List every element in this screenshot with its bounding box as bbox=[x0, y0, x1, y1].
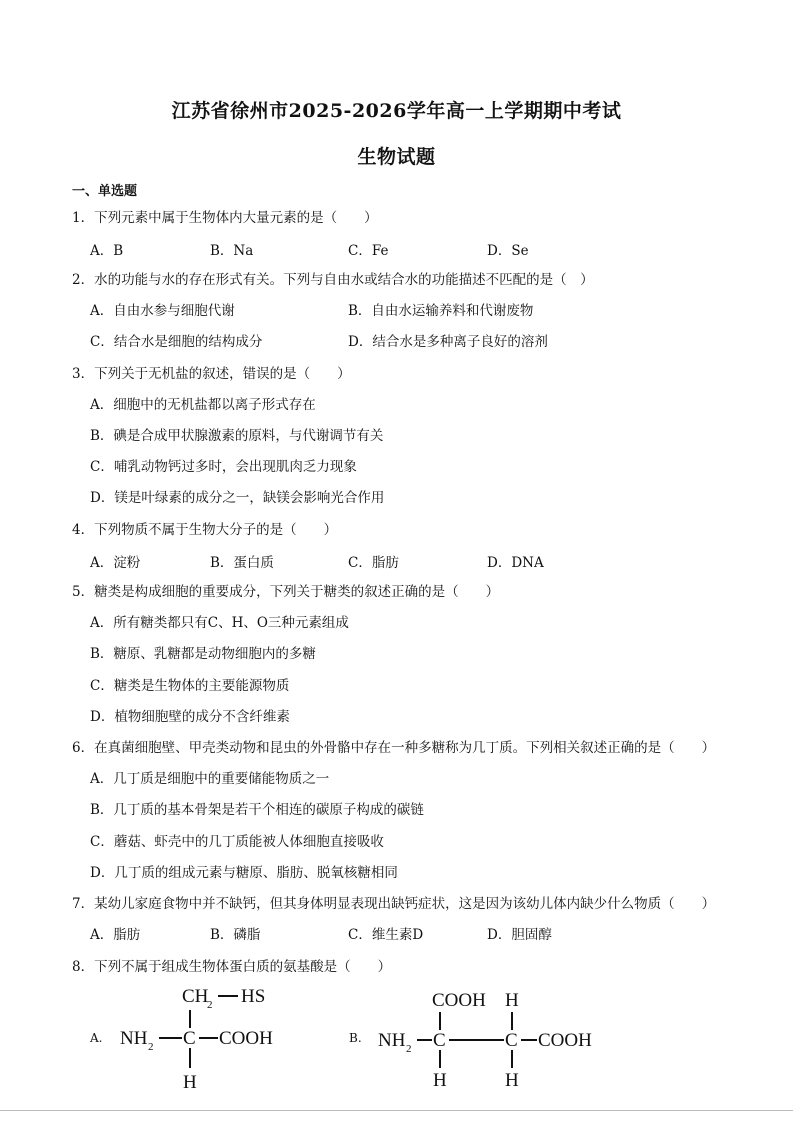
q1-option-c: C．Fe bbox=[348, 243, 389, 259]
q2-option-c: C．结合水是细胞的结构成分 bbox=[90, 334, 263, 350]
q7-option-b: B．磷脂 bbox=[210, 927, 261, 943]
question-6: 6．在真菌细胞壁、甲壳类动物和昆虫的外骨骼中存在一种多糖称为几丁质。下列相关叙述正确的是（ ） bbox=[72, 740, 716, 756]
q4-option-a: A．淀粉 bbox=[90, 555, 141, 571]
q4-option-d: D．DNA bbox=[487, 555, 544, 571]
q8-option-a: A. bbox=[90, 1031, 103, 1045]
struct-b-h-bottom2: H bbox=[505, 1070, 519, 1091]
section-heading: 一、单选题 bbox=[72, 184, 138, 199]
q6-option-d: D．几丁质的组成元素与糖原、脂肪、脱氧核糖相同 bbox=[90, 865, 398, 881]
q7-option-d: D．胆固醇 bbox=[487, 927, 552, 943]
question-8: 8．下列不属于组成生物体蛋白质的氨基酸是（ ） bbox=[72, 959, 392, 975]
q1-option-a: A．B bbox=[90, 243, 124, 259]
exam-title: 江苏省徐州市2025-2026学年高一上学期期中考试 bbox=[171, 100, 622, 122]
struct-a-cooh: COOH bbox=[219, 1028, 273, 1049]
question-5: 5．糖类是构成细胞的重要成分，下列关于糖类的叙述正确的是（ ） bbox=[72, 584, 500, 600]
struct-b-h-top: H bbox=[505, 990, 519, 1011]
q2-option-d: D．结合水是多种离子良好的溶剂 bbox=[348, 334, 548, 350]
q5-option-a: A．所有糖类都只有C、H、O三种元素组成 bbox=[90, 615, 349, 631]
struct-b-nh: NH bbox=[378, 1030, 406, 1051]
struct-b-nh-sub: 2 bbox=[406, 1043, 412, 1055]
question-3: 3．下列关于无机盐的叙述，错误的是（ ） bbox=[72, 366, 351, 382]
structure-a bbox=[110, 978, 310, 1098]
q6-option-b: B．几丁质的基本骨架是若干个相连的碳原子构成的碳链 bbox=[90, 802, 424, 818]
struct-a-ch-sub: 2 bbox=[207, 999, 213, 1011]
struct-b-c2: C bbox=[505, 1030, 518, 1051]
struct-b-cooh-top: COOH bbox=[432, 990, 486, 1011]
q7-option-a: A．脂肪 bbox=[90, 927, 141, 943]
struct-a-nh: NH bbox=[120, 1028, 148, 1049]
question-2: 2．水的功能与水的存在形式有关。下列与自由水或结合水的功能描述不匹配的是（ ） bbox=[72, 272, 594, 288]
question-7: 7．某幼儿家庭食物中并不缺钙，但其身体明显表现出缺钙症状，这是因为该幼儿体内缺少什么物质（ ） bbox=[72, 896, 716, 912]
struct-a-ch: CH bbox=[182, 986, 209, 1007]
struct-a-nh-sub: 2 bbox=[148, 1041, 154, 1053]
q5-option-c: C．糖类是生物体的主要能源物质 bbox=[90, 678, 290, 694]
q6-option-c: C．蘑菇、虾壳中的几丁质能被人体细胞直接吸收 bbox=[90, 834, 384, 850]
q3-option-c: C．哺乳动物钙过多时，会出现肌肉乏力现象 bbox=[90, 459, 357, 475]
exam-subtitle: 生物试题 bbox=[357, 146, 436, 168]
q4-option-c: C．脂肪 bbox=[348, 555, 399, 571]
q1-option-b: B．Na bbox=[210, 243, 254, 259]
q2-option-b: B．自由水运输养料和代谢废物 bbox=[348, 303, 534, 319]
q4-option-b: B．蛋白质 bbox=[210, 555, 274, 571]
page-bottom-rule bbox=[0, 1110, 793, 1111]
question-1: 1．下列元素中属于生物体内大量元素的是（ ） bbox=[72, 210, 378, 226]
structure-b bbox=[372, 980, 612, 1100]
q3-option-d: D．镁是叶绿素的成分之一，缺镁会影响光合作用 bbox=[90, 490, 385, 506]
q8-option-b: B. bbox=[349, 1031, 362, 1045]
struct-b-cooh-right: COOH bbox=[538, 1030, 592, 1051]
q6-option-a: A．几丁质是细胞中的重要储能物质之一 bbox=[90, 771, 330, 787]
q3-option-b: B．碘是合成甲状腺激素的原料，与代谢调节有关 bbox=[90, 428, 384, 444]
struct-a-h: H bbox=[183, 1072, 197, 1093]
q5-option-b: B．糖原、乳糖都是动物细胞内的多糖 bbox=[90, 646, 316, 662]
q1-option-d: D．Se bbox=[487, 243, 529, 259]
q5-option-d: D．植物细胞壁的成分不含纤维素 bbox=[90, 709, 290, 725]
struct-b-c1: C bbox=[433, 1030, 446, 1051]
struct-a-c: C bbox=[183, 1028, 196, 1049]
struct-b-h-bottom1: H bbox=[433, 1070, 447, 1091]
struct-a-hs: HS bbox=[241, 986, 266, 1007]
q3-option-a: A．细胞中的无机盐都以离子形式存在 bbox=[90, 397, 316, 413]
question-4: 4．下列物质不属于生物大分子的是（ ） bbox=[72, 522, 338, 538]
q2-option-a: A．自由水参与细胞代谢 bbox=[90, 303, 235, 319]
q7-option-c: C．维生素D bbox=[348, 927, 424, 943]
